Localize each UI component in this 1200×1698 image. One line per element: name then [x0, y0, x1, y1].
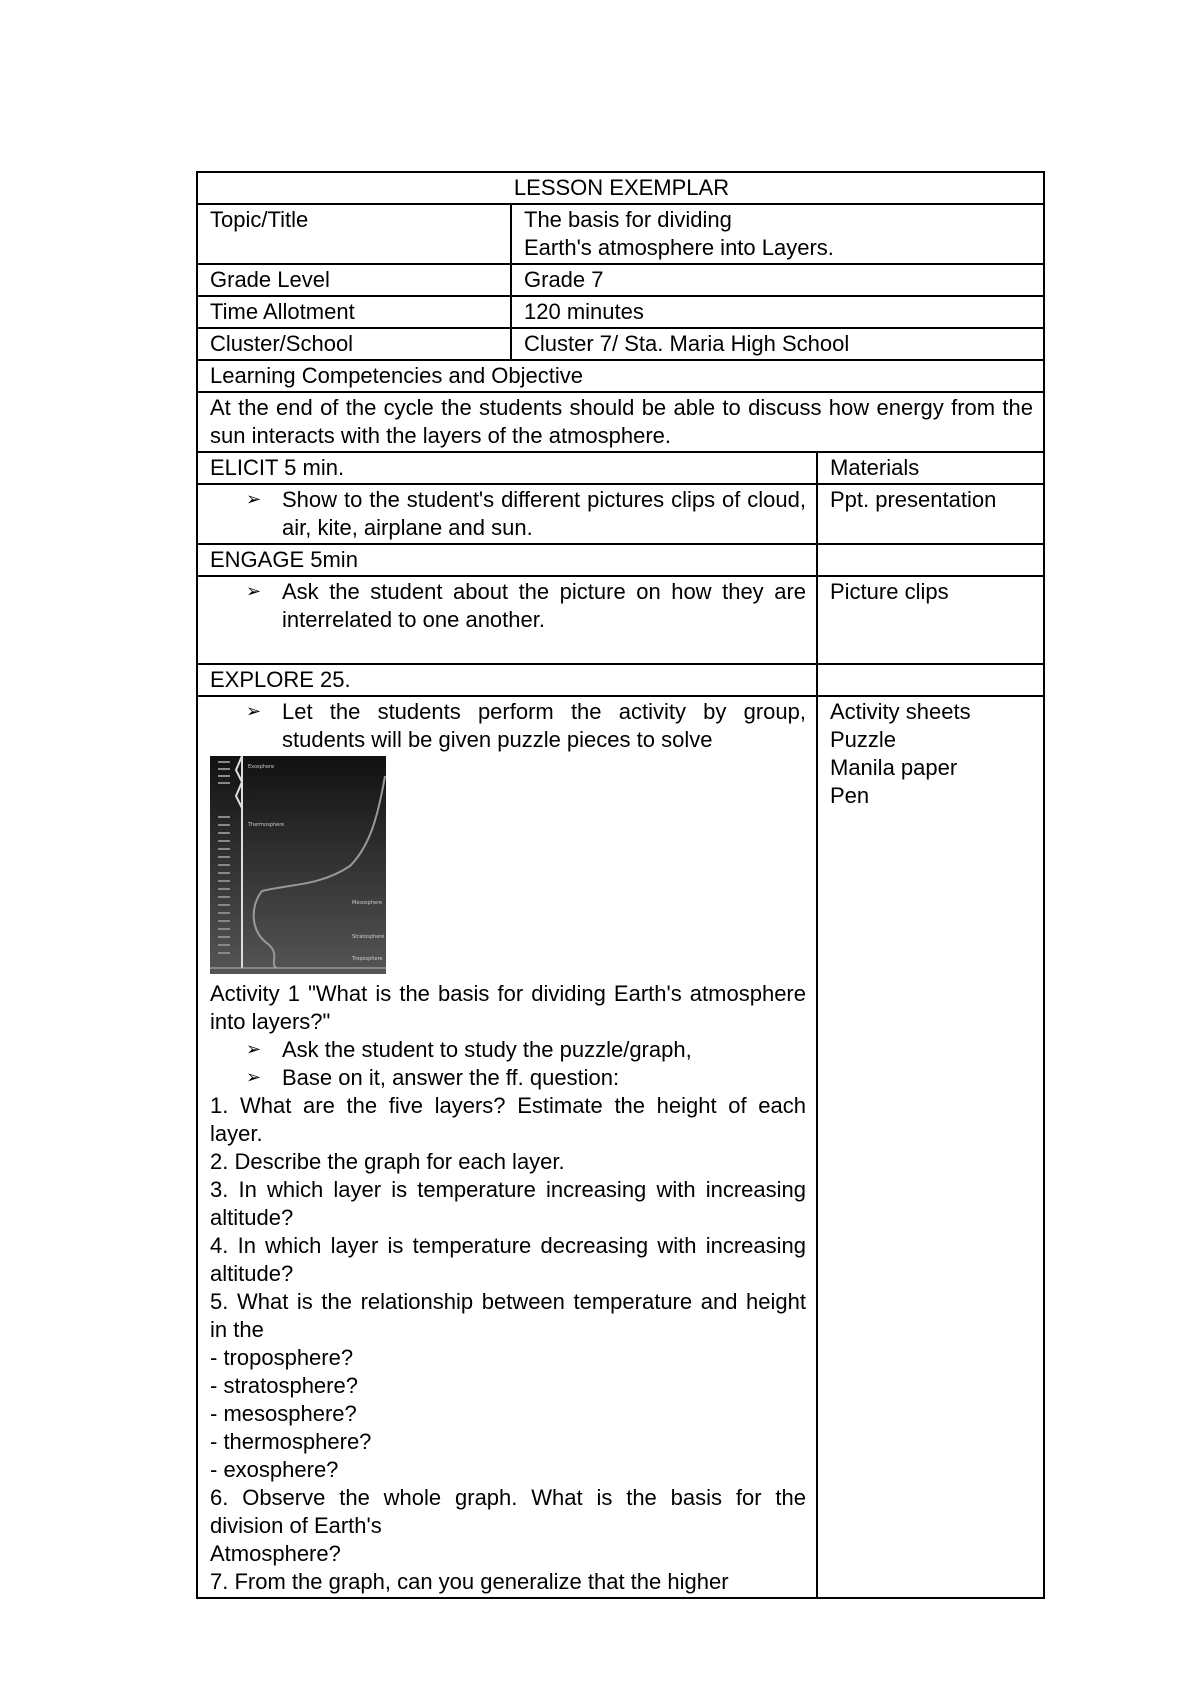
- graph-label: Thermosphere: [248, 822, 285, 828]
- topic-line: Earth's atmosphere into Layers.: [524, 235, 834, 260]
- info-row-topic: [198, 203, 1043, 263]
- lesson-exemplar-table: [196, 171, 1045, 1599]
- info-label: Topic/Title: [198, 205, 512, 263]
- bullet-item: [210, 698, 806, 754]
- bullet-item: [210, 578, 806, 634]
- explore-heading-row: [198, 663, 1043, 695]
- question-item: 6. Observe the whole graph. What is the basis for the division of Earth's: [210, 1485, 806, 1538]
- elicit-heading-row: [198, 451, 1043, 483]
- elicit-materials: Ppt. presentation: [830, 487, 997, 512]
- info-value: 120 minutes: [524, 299, 644, 324]
- topic-line: The basis for dividing: [524, 207, 732, 232]
- bullet-arrow-icon: ➢: [246, 489, 262, 510]
- elicit-heading: ELICIT 5 min.: [198, 453, 818, 483]
- bullet-arrow-icon: ➢: [246, 581, 262, 602]
- question-item: 7. From the graph, can you generalize that the higher: [210, 1569, 729, 1594]
- question-item: - exosphere?: [210, 1457, 339, 1482]
- competencies-heading-row: [198, 359, 1043, 391]
- bullet-text: Ask the student to study the puzzle/graph,: [282, 1037, 692, 1062]
- competencies-heading: Learning Competencies and Objective: [210, 363, 584, 388]
- bullet-item: [210, 1064, 806, 1092]
- question-item: 3. In which layer is temperature increasing with increasing altitude?: [210, 1177, 806, 1230]
- question-item: 5. What is the relationship between temperature and height in the: [210, 1289, 806, 1342]
- info-label: Cluster/School: [198, 329, 512, 359]
- document-title: LESSON EXEMPLAR: [513, 175, 730, 200]
- graph-label: Troposphere: [352, 956, 383, 962]
- bullet-text: Ask the student about the picture on how they are interrelated to one another.: [282, 579, 806, 632]
- bullet-item: [210, 1036, 806, 1064]
- info-row-grade: [198, 263, 1043, 295]
- title-row: [198, 173, 1043, 203]
- info-value: [512, 205, 1043, 263]
- explore-heading: EXPLORE 25.: [198, 665, 818, 695]
- engage-materials: Picture clips: [830, 579, 949, 604]
- material-item: Manila paper: [830, 755, 958, 780]
- question-item: - troposphere?: [210, 1345, 354, 1370]
- explore-content: [198, 697, 818, 1597]
- engage-heading: ENGAGE 5min: [198, 545, 818, 575]
- question-item: - thermosphere?: [210, 1429, 372, 1454]
- question-item: - mesosphere?: [210, 1401, 357, 1426]
- info-row-time: [198, 295, 1043, 327]
- material-item: Activity sheets: [830, 699, 971, 724]
- engage-content: [198, 577, 818, 663]
- info-label: Grade Level: [198, 265, 512, 295]
- material-item: Pen: [830, 783, 870, 808]
- bullet-text: Show to the student's different pictures clips of cloud, air, kite, airplane and sun.: [282, 487, 806, 540]
- question-item: 4. In which layer is temperature decreasing with increasing altitude?: [210, 1233, 806, 1286]
- competencies-text-row: [198, 391, 1043, 451]
- bullet-text: Base on it, answer the ff. question:: [282, 1065, 620, 1090]
- empty-cell: [818, 545, 1043, 575]
- info-value: Grade 7: [524, 267, 604, 292]
- graph-label: Mesosphere: [352, 900, 383, 906]
- engage-heading-row: [198, 543, 1043, 575]
- info-label: Time Allotment: [198, 297, 512, 327]
- materials-heading: Materials: [830, 455, 920, 480]
- question-item: 1. What are the five layers? Estimate the height of each layer.: [210, 1093, 806, 1146]
- bullet-arrow-icon: ➢: [246, 701, 262, 722]
- bullet-text: Let the students perform the activity by group, students will be given puzzle pieces to solve: [282, 699, 806, 752]
- bullet-arrow-icon: ➢: [246, 1039, 262, 1060]
- graph-label: Exosphere: [248, 764, 275, 770]
- bullet-item: [210, 486, 806, 542]
- spacer: [210, 634, 806, 662]
- info-value: Cluster 7/ Sta. Maria High School: [524, 331, 850, 356]
- material-item: Puzzle: [830, 727, 897, 752]
- elicit-row: [198, 483, 1043, 543]
- info-row-school: [198, 327, 1043, 359]
- question-item: - stratosphere?: [210, 1373, 358, 1398]
- bullet-arrow-icon: ➢: [246, 1067, 262, 1088]
- elicit-content: [198, 485, 818, 543]
- empty-cell: [818, 665, 1043, 695]
- explore-materials: [818, 697, 1043, 1597]
- question-item: Atmosphere?: [210, 1541, 341, 1566]
- competencies-text: At the end of the cycle the students should be able to discuss how energy from the sun interacts with the layers of the atmosphere.: [210, 395, 1033, 448]
- atmosphere-graph-image: [210, 756, 386, 974]
- activity-title: Activity 1 "What is the basis for dividing Earth's atmosphere into layers?": [210, 981, 806, 1034]
- explore-row: [198, 695, 1043, 1597]
- question-item: 2. Describe the graph for each layer.: [210, 1149, 565, 1174]
- engage-row: [198, 575, 1043, 663]
- graph-label: Stratosphere: [352, 934, 385, 940]
